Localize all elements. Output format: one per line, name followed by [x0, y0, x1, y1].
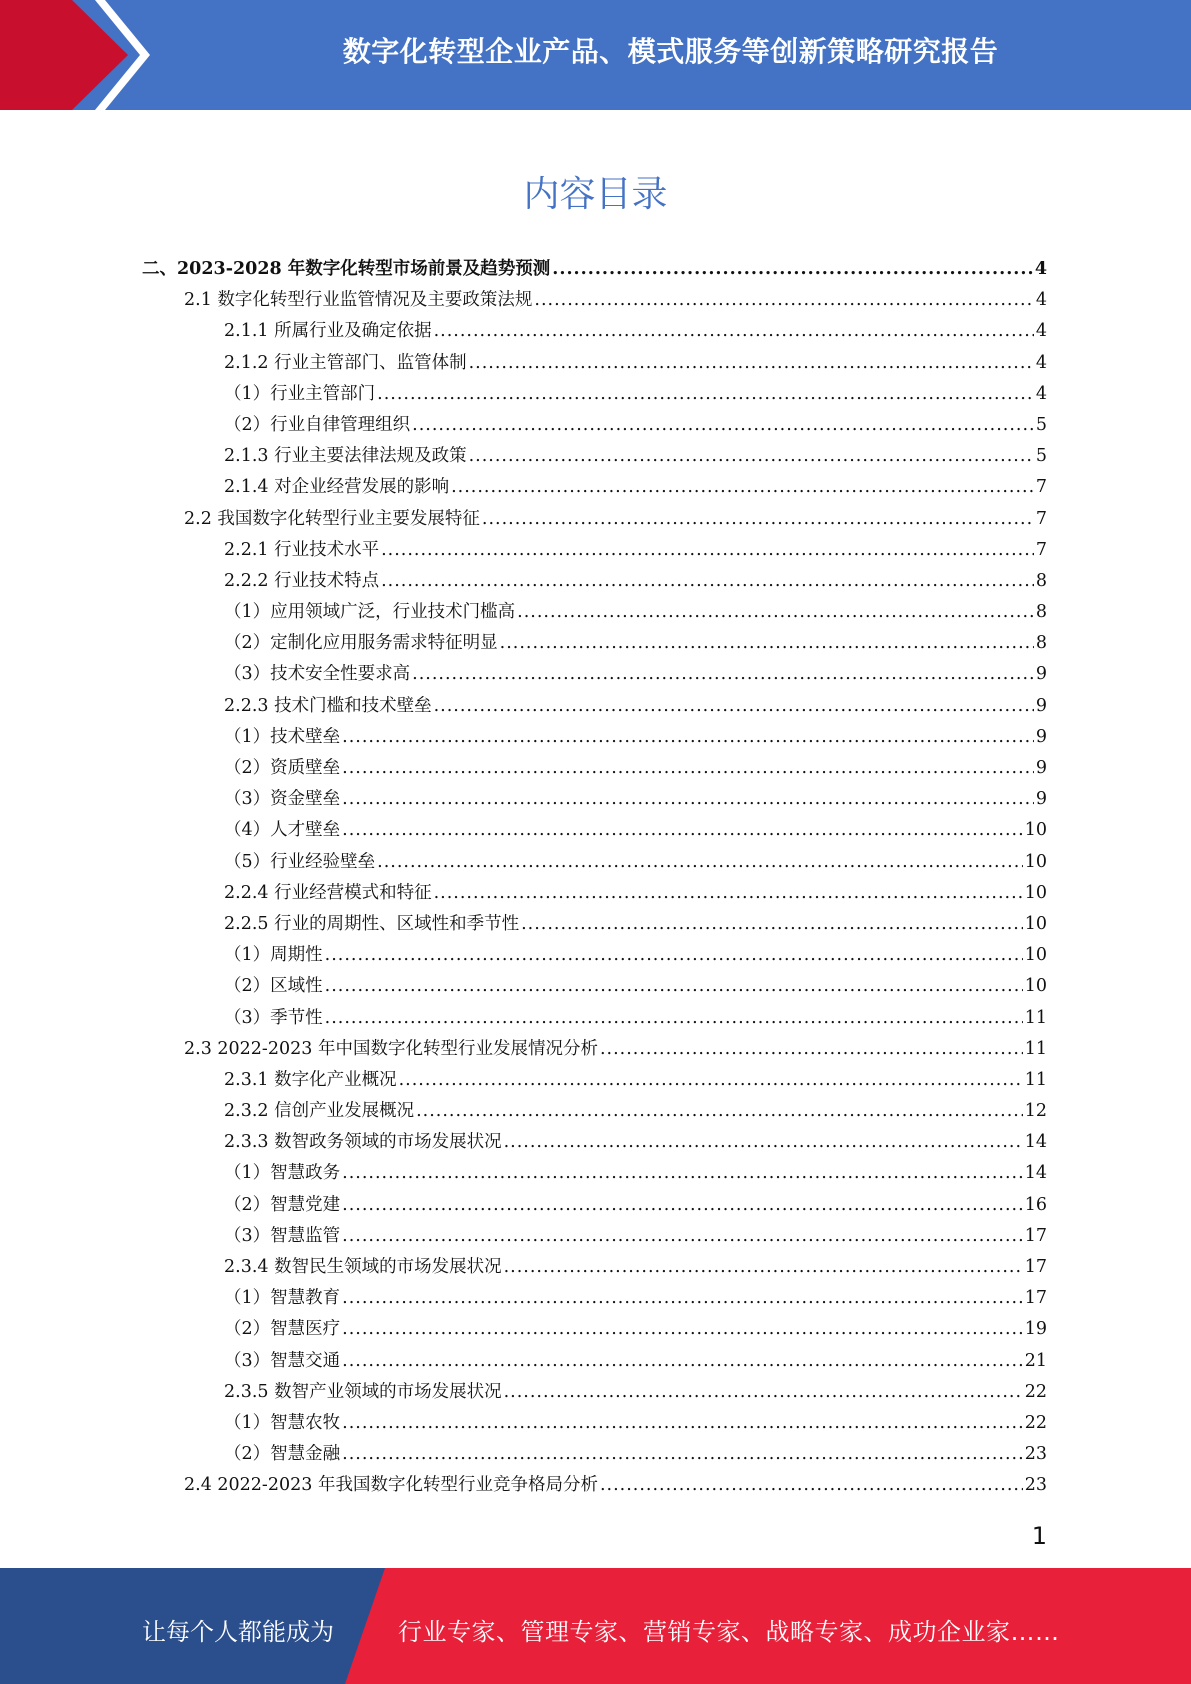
toc-entry-label: 2.3.2 信创产业发展概况 — [224, 1101, 415, 1122]
toc-entry[interactable] — [0, 1096, 1191, 1127]
toc-entry[interactable] — [0, 1283, 1191, 1314]
toc-entry-page: 9 — [1035, 758, 1047, 778]
toc-dot-leader — [325, 1003, 1023, 1034]
toc-entry[interactable] — [0, 784, 1191, 815]
toc-entry-label: 2.2 我国数字化转型行业主要发展特征 — [184, 508, 480, 529]
toc-entry-page: 11 — [1024, 1069, 1047, 1090]
toc-entry-label: 2.2.3 技术门槛和技术壁垒 — [224, 695, 432, 716]
toc-entry[interactable] — [0, 691, 1191, 722]
toc-entry-label: （1）智慧教育 — [224, 1288, 341, 1309]
toc-entry-label: （5）行业经验壁垒 — [224, 851, 376, 872]
toc-entry[interactable] — [0, 597, 1191, 628]
toc-entry-label: 2.4 2022-2023 年我国数字化转型行业竞争格局分析 — [184, 1475, 598, 1496]
toc-entry[interactable] — [0, 1377, 1191, 1408]
toc-entry-page: 10 — [1024, 820, 1047, 841]
toc-entry[interactable] — [0, 847, 1191, 878]
toc-entry-page: 10 — [1024, 945, 1047, 966]
toc-dot-leader — [434, 878, 1023, 909]
toc-entry[interactable] — [0, 628, 1191, 659]
toc-entry[interactable] — [0, 815, 1191, 846]
toc-entry-label: （1）技术壁垒 — [224, 726, 341, 747]
toc-entry-page: 7 — [1035, 477, 1047, 498]
toc-dot-leader — [342, 753, 1034, 784]
toc-entry-page: 21 — [1024, 1350, 1047, 1371]
toc-dot-leader — [342, 1283, 1023, 1314]
toc-entry-label: 2.3.4 数智民生领域的市场发展状况 — [224, 1257, 502, 1277]
toc-entry-page: 8 — [1035, 602, 1047, 623]
toc-entry[interactable] — [0, 722, 1191, 753]
toc-entry-page: 8 — [1035, 633, 1047, 654]
toc-entry[interactable] — [0, 1158, 1191, 1189]
toc-entry[interactable] — [0, 410, 1191, 441]
toc-entry[interactable] — [0, 940, 1191, 971]
toc-entry-label: 2.3.1 数字化产业概况 — [224, 1069, 397, 1090]
toc-entry-label: （1）行业主管部门 — [224, 383, 376, 404]
toc-entry-label: （2）区域性 — [224, 976, 323, 997]
toc-entry-label: 2.3 2022-2023 年中国数字化转型行业发展情况分析 — [184, 1038, 598, 1059]
toc-dot-leader — [600, 1470, 1023, 1501]
toc-entry-page: 9 — [1035, 695, 1047, 716]
toc-entry[interactable] — [0, 316, 1191, 347]
toc-entry-page: 22 — [1024, 1381, 1047, 1402]
toc-dot-leader — [504, 1252, 1023, 1283]
header-red-arrow-shape — [0, 0, 150, 110]
toc-entry[interactable] — [0, 1439, 1191, 1470]
toc-entry-label: （2）行业自律管理组织 — [224, 414, 411, 435]
toc-entry[interactable] — [0, 1346, 1191, 1377]
toc-entry[interactable] — [0, 1190, 1191, 1221]
toc-entry[interactable] — [0, 1034, 1191, 1065]
toc-entry-label: （3）智慧监管 — [224, 1225, 341, 1246]
toc-entry-label: （3）技术安全性要求高 — [224, 664, 411, 685]
toc-dot-leader — [521, 909, 1023, 940]
page-number: 1 — [1031, 1522, 1047, 1550]
toc-entry-label: 2.3.3 数智政务领域的市场发展状况 — [224, 1132, 502, 1153]
toc-dot-leader — [342, 1158, 1023, 1189]
toc-heading: 内容目录 — [523, 174, 668, 215]
toc-dot-leader — [504, 1377, 1023, 1408]
toc-entry-label: 2.2.4 行业经营模式和特征 — [224, 882, 432, 903]
toc-entry-page: 4 — [1035, 352, 1047, 373]
toc-entry[interactable] — [0, 909, 1191, 940]
toc-entry-label: （1）周期性 — [224, 945, 323, 966]
toc-dot-leader — [451, 472, 1034, 503]
toc-entry[interactable] — [0, 254, 1191, 285]
toc-entry-label: 2.1.2 行业主管部门、监管体制 — [224, 352, 467, 373]
toc-dot-leader — [504, 1127, 1023, 1158]
toc-entry-page: 4 — [1035, 290, 1047, 311]
toc-entry[interactable] — [0, 1065, 1191, 1096]
toc-entry[interactable] — [0, 1003, 1191, 1034]
toc-entry[interactable] — [0, 1127, 1191, 1158]
toc-entry-label: （3）智慧交通 — [224, 1350, 341, 1371]
toc-dot-leader — [342, 1408, 1023, 1439]
toc-entry-label: 2.1 数字化转型行业监管情况及主要政策法规 — [184, 290, 533, 311]
toc-entry-label: 2.3.5 数智产业领域的市场发展状况 — [224, 1381, 502, 1402]
toc-entry-label: （2）资质壁垒 — [224, 758, 341, 778]
toc-entry[interactable] — [0, 535, 1191, 566]
toc-entry[interactable] — [0, 1470, 1191, 1501]
footer-slogan-left: 让每个人都能成为 — [142, 1618, 334, 1646]
toc-entry-label: 2.2.5 行业的周期性、区域性和季节性 — [224, 913, 520, 934]
toc-entry-page: 11 — [1024, 1038, 1047, 1059]
toc-dot-leader — [342, 722, 1034, 753]
toc-entry-page: 7 — [1035, 508, 1047, 529]
toc-entry-label: 2.1.3 行业主要法律法规及政策 — [224, 446, 467, 467]
toc-entry-page: 10 — [1024, 913, 1047, 934]
toc-dot-leader — [342, 1221, 1023, 1252]
toc-entry-page: 9 — [1035, 664, 1047, 685]
toc-entry-label: （2）智慧党建 — [224, 1194, 341, 1215]
toc-entry-page: 10 — [1024, 851, 1047, 872]
toc-entry-label: （1）智慧政务 — [224, 1163, 341, 1184]
toc-entry[interactable] — [0, 504, 1191, 535]
footer-slogan-right: 行业专家、管理专家、营销专家、战略专家、成功企业家…… — [398, 1618, 1060, 1646]
toc-entry-page: 11 — [1024, 1007, 1047, 1028]
toc-dot-leader — [500, 628, 1034, 659]
toc-entry[interactable] — [0, 472, 1191, 503]
toc-dot-leader — [342, 784, 1034, 815]
toc-entry-label: （1）应用领域广泛，行业技术门槛高 — [224, 602, 516, 623]
toc-entry-label: （3）资金壁垒 — [224, 789, 341, 810]
toc-entry[interactable] — [0, 659, 1191, 690]
toc-dot-leader — [434, 691, 1034, 722]
toc-entry-page: 7 — [1035, 539, 1047, 560]
toc-entry-page: 17 — [1024, 1288, 1047, 1309]
toc-entry[interactable] — [0, 878, 1191, 909]
toc-dot-leader — [416, 1096, 1023, 1127]
toc-entry-page: 23 — [1024, 1475, 1047, 1496]
toc-entry-page: 14 — [1024, 1163, 1047, 1184]
toc-entry-page: 9 — [1035, 726, 1047, 747]
toc-entry[interactable] — [0, 971, 1191, 1002]
toc-dot-leader — [434, 316, 1034, 347]
toc-dot-leader — [482, 504, 1034, 535]
toc-dot-leader — [534, 285, 1033, 316]
toc-entry-label: 2.1.4 对企业经营发展的影响 — [224, 477, 450, 498]
toc-entry-label: 2.2.1 行业技术水平 — [224, 539, 380, 560]
toc-entry-page: 19 — [1024, 1319, 1047, 1340]
toc-entry-label: （2）定制化应用服务需求特征明显 — [224, 633, 498, 654]
toc-entry[interactable] — [0, 441, 1191, 472]
toc-entry-label: （1）智慧农牧 — [224, 1412, 341, 1433]
toc-dot-leader — [600, 1034, 1023, 1065]
toc-dot-leader — [381, 535, 1034, 566]
footer-banner — [0, 1568, 1191, 1684]
toc-entry[interactable] — [0, 566, 1191, 597]
toc-dot-leader — [552, 254, 1033, 285]
toc-entry-page: 9 — [1035, 789, 1047, 810]
report-title: 数字化转型企业产品、模式服务等创新策略研究报告 — [342, 35, 999, 68]
toc-entry-page: 4 — [1034, 259, 1047, 279]
toc-dot-leader — [469, 441, 1034, 472]
toc-entry-page: 23 — [1024, 1444, 1047, 1465]
toc-entry-page: 17 — [1024, 1257, 1047, 1277]
toc-dot-leader — [412, 659, 1034, 690]
toc-dot-leader — [342, 1190, 1023, 1221]
toc-entry-page: 10 — [1024, 882, 1047, 903]
toc-entry-page: 8 — [1035, 570, 1047, 591]
toc-entry-page: 17 — [1024, 1225, 1047, 1246]
toc-dot-leader — [412, 410, 1034, 441]
toc-dot-leader — [342, 1314, 1023, 1345]
toc-dot-leader — [517, 597, 1034, 628]
toc-entry[interactable] — [0, 1252, 1191, 1283]
toc-entry-page: 14 — [1024, 1132, 1047, 1153]
toc-entry-page: 5 — [1035, 414, 1047, 435]
toc-entry-label: （4）人才壁垒 — [224, 820, 341, 841]
toc-dot-leader — [342, 1346, 1023, 1377]
toc-entry[interactable] — [0, 753, 1191, 784]
toc-dot-leader — [377, 847, 1023, 878]
toc-entry-label: 二、2023-2028 年数字化转型市场前景及趋势预测 — [142, 259, 551, 279]
toc-entry-label: 2.2.2 行业技术特点 — [224, 570, 380, 591]
toc-entry-label: 2.1.1 所属行业及确定依据 — [224, 321, 432, 342]
toc-entry[interactable] — [0, 379, 1191, 410]
toc-entry[interactable] — [0, 1408, 1191, 1439]
toc-entry[interactable] — [0, 348, 1191, 379]
toc-dot-leader — [399, 1065, 1023, 1096]
toc-entry-page: 5 — [1035, 446, 1047, 467]
toc-dot-leader — [381, 566, 1034, 597]
toc-dot-leader — [377, 379, 1034, 410]
toc-entry-label: （2）智慧金融 — [224, 1444, 341, 1465]
toc-entry-page: 12 — [1024, 1101, 1047, 1122]
toc-entry[interactable] — [0, 1221, 1191, 1252]
toc-entry-page: 22 — [1024, 1412, 1047, 1433]
toc-entry-page: 4 — [1035, 383, 1047, 404]
table-of-contents — [0, 254, 1191, 1502]
toc-dot-leader — [325, 971, 1023, 1002]
header-banner — [0, 0, 1191, 110]
toc-entry-page: 4 — [1035, 321, 1047, 342]
toc-dot-leader — [469, 348, 1034, 379]
toc-entry-page: 16 — [1024, 1194, 1047, 1215]
toc-entry-page: 10 — [1024, 976, 1047, 997]
toc-entry[interactable] — [0, 1314, 1191, 1345]
toc-entry-label: （2）智慧医疗 — [224, 1319, 341, 1340]
toc-dot-leader — [342, 815, 1023, 846]
toc-entry[interactable] — [0, 285, 1191, 316]
toc-dot-leader — [325, 940, 1023, 971]
toc-entry-label: （3）季节性 — [224, 1007, 323, 1028]
toc-dot-leader — [342, 1439, 1023, 1470]
